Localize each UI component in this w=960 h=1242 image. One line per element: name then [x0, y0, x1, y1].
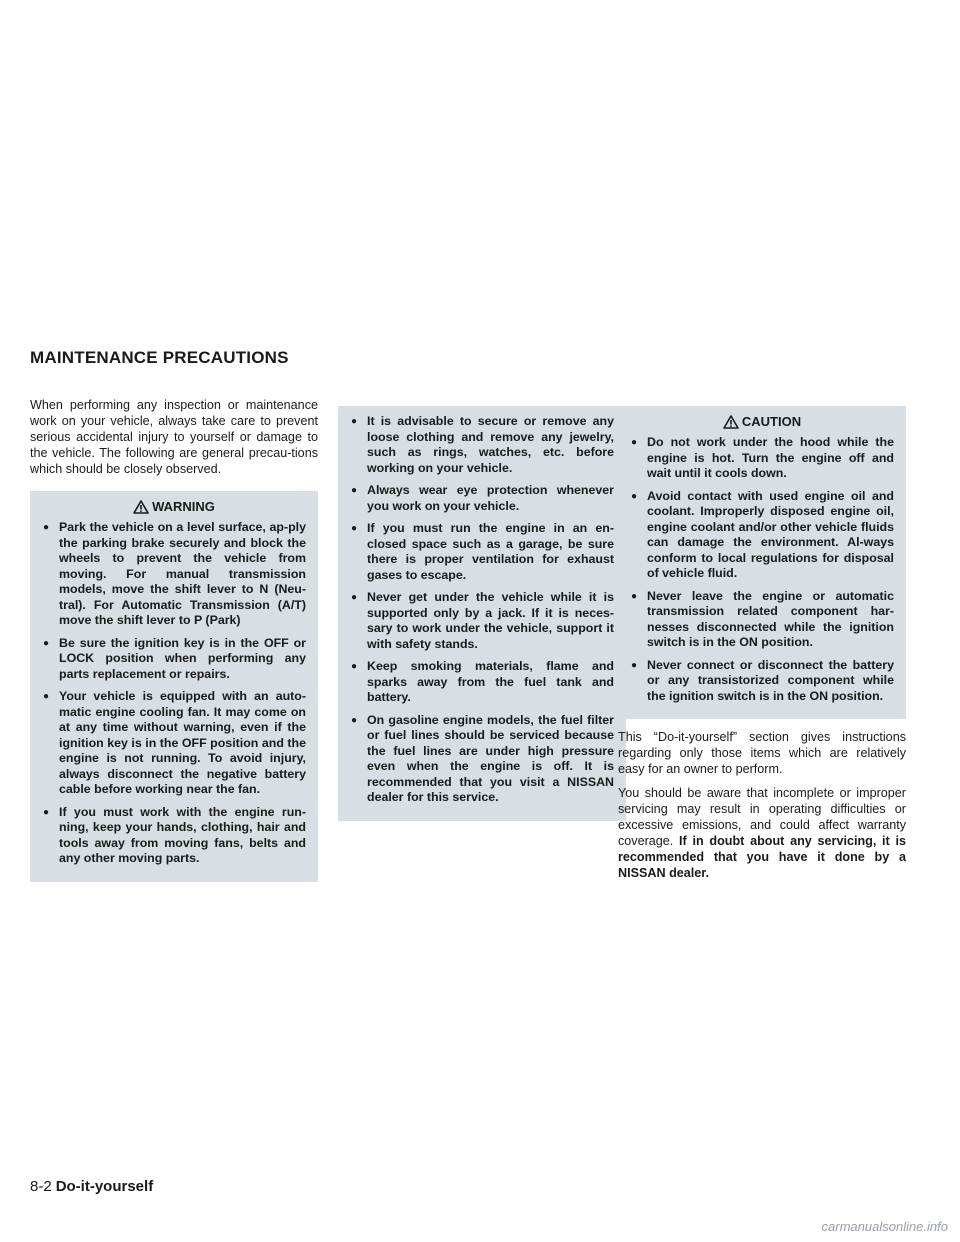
intro-paragraph: When performing any inspection or maintenance work on your vehicle, always take care to prevent serious accidental injury to yourself or damage to the vehicle. The following are general precau-tions which should be closely observed.: [30, 398, 318, 476]
list-item: ● On gasoline engine models, the fuel filter or fuel lines should be serviced because the fuel lines are under high pressure even when the engine is off. It is recommended that you visit a NISSAN dealer for this service.: [350, 713, 614, 806]
servicing-paragraph: [618, 785, 906, 881]
warning-panel-continued: [338, 406, 626, 821]
list-item: ● It is advisable to secure or remove any loose clothing and remove any jewelry, such as rings, watches, etc. before working on your vehicle.: [350, 414, 614, 476]
list-item: ● Your vehicle is equipped with an auto-matic engine cooling fan. It may come on at any time without warning, even if the ignition key is in the OFF position and the engine is not running. To avoid injury, always disconnect the negative battery cable before working near the fan.: [42, 689, 306, 798]
page-footer: [30, 1178, 153, 1195]
caution-list: [630, 435, 894, 704]
column-middle: [338, 406, 626, 821]
list-item: ● Never connect or disconnect the battery or any transistorized component while the ignition switch is in the ON position.: [630, 658, 894, 705]
warning-heading-label: WARNING: [152, 499, 215, 514]
watermark: carmanualsonline.info: [821, 1219, 948, 1234]
section-title: MAINTENANCE PRECAUTIONS: [30, 348, 289, 367]
warning-heading: [42, 491, 306, 520]
warning-triangle-icon: [723, 415, 739, 429]
page-number: 8-2: [30, 1178, 52, 1195]
list-item: ● Never leave the engine or automatic transmission related component har-nesses disconnected while the ignition switch is in the ON position.: [630, 589, 894, 651]
list-item: ● Be sure the ignition key is in the OFF or LOCK position when performing any parts replacement or repairs.: [42, 636, 306, 683]
column-right: [618, 406, 906, 889]
list-item: ● Avoid contact with used engine oil and coolant. Improperly disposed engine oil, engine coolant and/or other vehicle fluids can damage the environment. Al-ways conform to local regulations for disposal of vehicle fluid.: [630, 489, 894, 582]
caution-heading: [630, 406, 894, 435]
warning-list-left: [42, 520, 306, 867]
footer-section-name: Do-it-yourself: [55, 1178, 154, 1195]
list-item: ● Keep smoking materials, flame and sparks away from the fuel tank and battery.: [350, 659, 614, 706]
list-item: ● Always wear eye protection whenever you work on your vehicle.: [350, 483, 614, 514]
servicing-bold-text: If in doubt about any servicing, it is recommended that you have it done by a NISSAN dealer.: [618, 834, 906, 880]
servicing-text: You should be aware that incomplete or improper servicing may result in operating difficulties or excessive emissions, and could affect warranty coverage.: [618, 786, 906, 848]
list-item: ● Never get under the vehicle while it is supported only by a jack. If it is neces-sary to work under the vehicle, support it with safety stands.: [350, 590, 614, 652]
list-item: ● If you must work with the engine run-ning, keep your hands, clothing, hair and tools away from moving fans, belts and any other moving parts.: [42, 805, 306, 867]
list-item: ● If you must run the engine in an en-closed space such as a garage, be sure there is proper ventilation for exhaust gases to escape.: [350, 521, 614, 583]
warning-panel: [30, 491, 318, 882]
warning-list-middle: [350, 414, 614, 806]
list-item: ● Park the vehicle on a level surface, ap-ply the parking brake securely and block the wheels to prevent the vehicle from moving. For manual transmission models, move the shift lever to N (Neu-tral). For Automatic Transmission (A/T) move the shift lever to P (Park): [42, 520, 306, 629]
column-left: [30, 397, 318, 882]
do-it-yourself-paragraph: This “Do-it-yourself” section gives instructions regarding only those items which are relatively easy for an owner to perform.: [618, 730, 906, 776]
warning-triangle-icon: [133, 500, 149, 514]
list-item: ● Do not work under the hood while the engine is hot. Turn the engine off and wait until it cools down.: [630, 435, 894, 482]
caution-heading-label: CAUTION: [741, 414, 802, 429]
caution-panel: [618, 406, 906, 719]
